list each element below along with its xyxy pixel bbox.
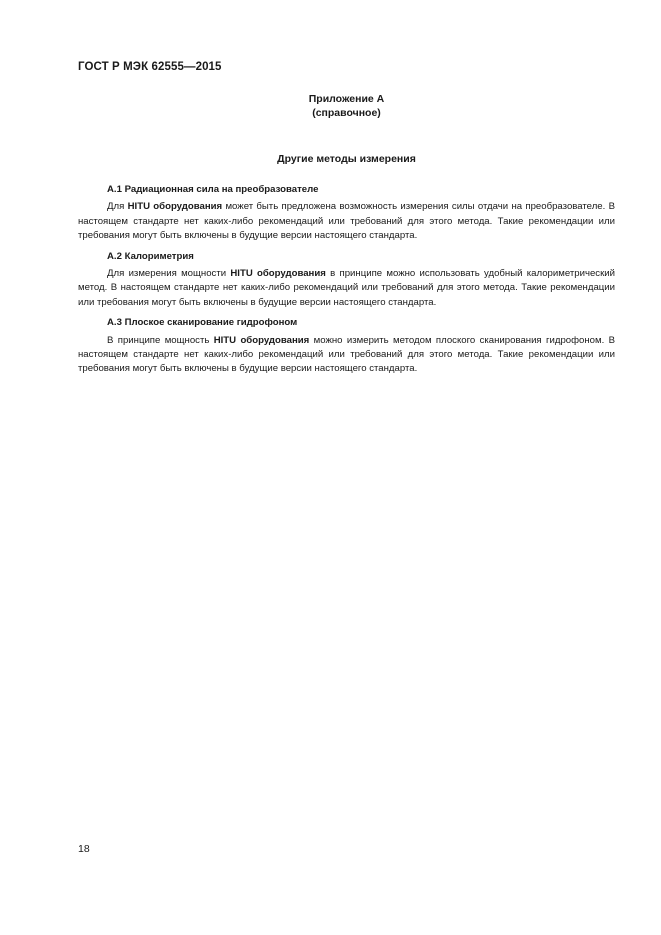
section-title: Другие методы измерения <box>277 153 416 165</box>
page-number: 18 <box>78 843 90 855</box>
paragraph-text: в принципе можно использовать удобный калориметрический метод. В настоящем стандарте нет каких-либо рекомендаций или требований для этого метода. Такие рекомендации или требования могут быть включены в будущие версии настоящего стандарта. <box>78 268 615 308</box>
paragraph-emphasis: HITU оборудования <box>127 201 223 213</box>
subsection-paragraph <box>78 200 615 243</box>
annex-body <box>78 183 615 383</box>
subsection-paragraph <box>78 334 615 377</box>
paragraph-text: можно измерить методом плоского сканирования гидрофоном. В настоящем стандарте нет каких-либо рекомендаций или требований для этого метода. Такие рекомендации или требования могут быть включены в будущие версии настоящего стандарта. <box>78 334 615 375</box>
paragraph-text: может быть предложена возможность измерения силы отдачи на преобразователе. В настоящем стандарте нет каких-либо рекомендаций или требований для этого метода. Такие рекомендации или требования могут быть включены в будущие версии настоящего стандарта. <box>78 201 616 242</box>
paragraph-text: Для <box>107 201 128 213</box>
subsection-paragraph <box>78 267 615 310</box>
subsection-heading: А.1 Радиационная сила на преобразователе <box>107 184 319 195</box>
subsection-heading: А.3 Плоское сканирование гидрофоном <box>107 317 298 329</box>
annex-heading <box>0 92 661 120</box>
annex-type: (справочное) <box>312 107 381 119</box>
standard-designation: ГОСТ Р МЭК 62555—2015 <box>78 61 222 73</box>
subsection-heading: А.2 Калориметрия <box>107 250 194 262</box>
annex-title: Приложение А <box>308 93 385 105</box>
paragraph-text: В принципе мощность <box>107 334 214 346</box>
paragraph-emphasis: HITU оборудования <box>213 334 310 346</box>
paragraph-emphasis: HITU оборудования <box>230 268 326 280</box>
paragraph-text: Для измерения мощности <box>107 268 231 280</box>
